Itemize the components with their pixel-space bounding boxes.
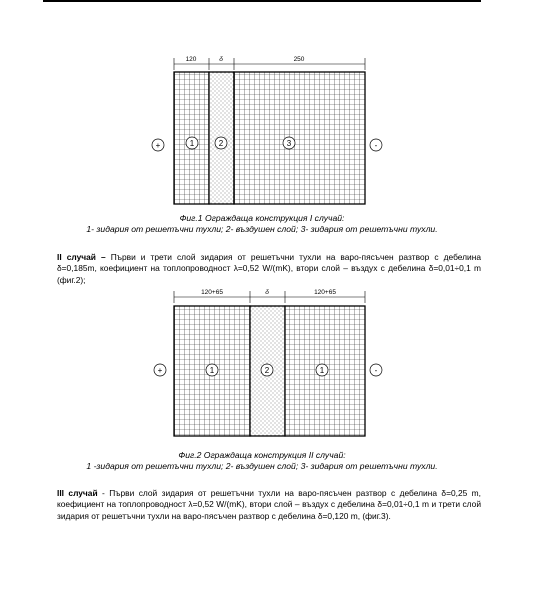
- fig1-layer-num-3: 3: [286, 139, 292, 148]
- fig2-dim-1: 120+65: [201, 289, 223, 296]
- case3-text: - Първи слой зидария от решетъчни тухли на варо-пясъчен разтвор с дебелина δ=0,25 m, коефициент на топлопроводност λ=0,52 W/(mK), втори слой – въздух с дебелина δ=0,01÷0,1 m и трети слой зидария от решетъчни тухли на варо-пясъчен разтвор с дебелина δ=0,120 m, (фиг.3).: [57, 488, 481, 521]
- figure-1: [152, 56, 382, 204]
- fig1-dim-1: 120: [185, 56, 197, 63]
- fig1-caption: [43, 213, 481, 235]
- fig2-layer-num-1: 1: [209, 366, 215, 375]
- fig1-caption-line2: 1- зидария от решетъчни тухли; 2- въздушен слой; 3- зидария от решетъчни тухли.: [86, 224, 438, 234]
- fig1-layer-num-1: 1: [189, 139, 195, 148]
- figure-2: [154, 289, 382, 436]
- fig2-dim-3: 120+65: [314, 289, 336, 296]
- fig2-dim-2: δ: [265, 289, 269, 296]
- fig2-caption: [43, 450, 481, 472]
- fig2-caption-line1: Фиг.2 Ограждаща конструкция II случай:: [178, 450, 346, 460]
- fig1-dim-2: δ: [219, 56, 223, 63]
- case3-paragraph: [57, 488, 481, 522]
- fig1-dim-3: 250: [293, 56, 305, 63]
- fig1-minus-sign: -: [374, 141, 378, 150]
- case2-paragraph: [57, 252, 481, 286]
- fig2-layer-num-2: 2: [264, 366, 270, 375]
- fig2-caption-line2: 1 -зидария от решетъчни тухли; 2- въздушен слой; 3- зидария от решетъчни тухли.: [86, 461, 438, 471]
- fig1-plus-sign: +: [155, 141, 161, 150]
- fig2-minus-sign: -: [374, 366, 378, 375]
- fig1-layer-brick-3: [234, 72, 365, 204]
- case3-title: III случай: [57, 488, 98, 498]
- fig2-plus-sign: +: [157, 366, 163, 375]
- fig1-caption-line1: Фиг.1 Ограждаща конструкция I случай:: [179, 213, 345, 223]
- fig2-layer-num-3: 1: [319, 366, 325, 375]
- fig1-layer-num-2: 2: [218, 139, 224, 148]
- case2-title: II случай –: [57, 252, 106, 262]
- case2-text: Първи и трети слой зидария от решетъчни тухли на варо-пясъчен разтвор с дебелина δ=0,185m, коефициент на топлопроводност λ=0,52 W/(mK), втори слой – въздух с дебелина δ=0,01÷0,1 m (фиг.2);: [57, 252, 481, 285]
